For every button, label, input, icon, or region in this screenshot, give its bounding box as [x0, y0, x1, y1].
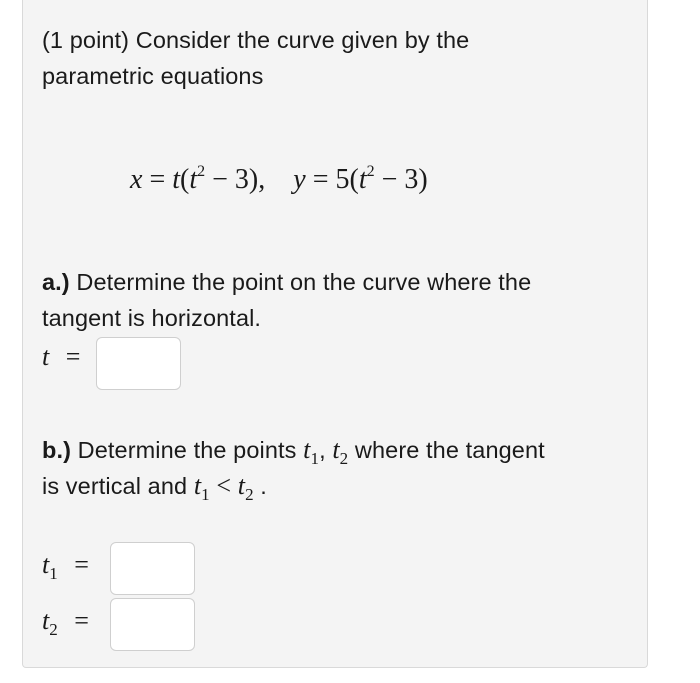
t-var: t	[42, 342, 50, 371]
t2-equals: =	[74, 606, 89, 635]
t-equals: =	[65, 342, 81, 371]
t-label	[42, 342, 80, 372]
points-label: (1 point)	[42, 27, 130, 53]
part-b-marker: b.)	[42, 437, 72, 463]
part-a-line2: tangent is horizontal.	[42, 305, 262, 331]
t2-label	[42, 606, 89, 639]
t1-equals: =	[74, 550, 89, 579]
t1-var: t	[42, 550, 50, 579]
t1-inline: $t_1$	[303, 435, 320, 468]
part-b-text: b.) Determine the points $t_1$, $t_2$ where the tangent is vertical and $t_1 < t_2$ .	[42, 435, 545, 504]
t1-lt-t2: $t_1 < t_2$	[193, 471, 254, 504]
part-a-line1: Determine the point on the curve where the	[76, 269, 532, 295]
part-b-line1-post: where the tangent	[354, 437, 545, 463]
t2-answer-input[interactable]	[110, 598, 195, 651]
t-answer-input[interactable]	[96, 337, 181, 390]
t1-sub: 1	[49, 564, 58, 583]
part-b-line1-pre: Determine the points	[77, 437, 297, 463]
t2-var: t	[42, 606, 50, 635]
part-a-marker: a.)	[42, 269, 70, 295]
parametric-equations: $x = t(t^2 - 3)$, $y = 5(t^2 - 3)$	[130, 163, 428, 195]
t1-label	[42, 550, 89, 583]
t2-sub: 2	[49, 620, 58, 639]
part-a-text	[42, 264, 531, 336]
intro-line1: Consider the curve given by the	[135, 27, 470, 53]
t1-answer-input[interactable]	[110, 542, 195, 595]
intro-line2: parametric equations	[42, 63, 264, 89]
intro-text	[42, 22, 469, 94]
part-b-line2-pre: is vertical and	[42, 473, 188, 499]
t2-inline: $t_2$	[332, 435, 349, 468]
